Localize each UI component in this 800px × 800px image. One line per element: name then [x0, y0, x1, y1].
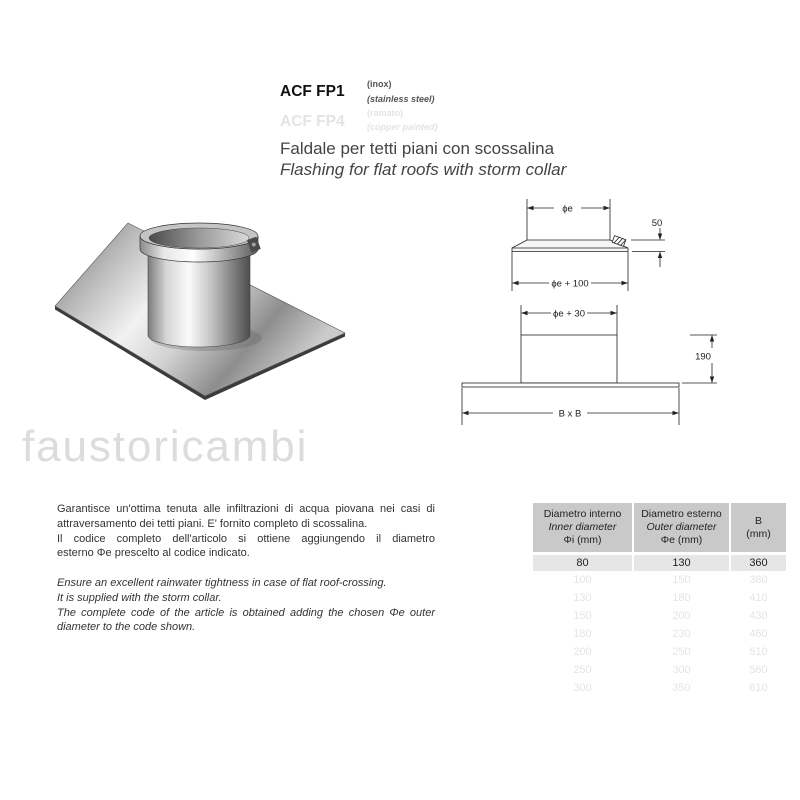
b-size-cell: 610 — [749, 682, 768, 694]
page-title-it: Faldale per tetti piani con scossalina — [280, 139, 555, 158]
inner-diameter-cell: 80 — [533, 555, 632, 571]
table-row — [533, 555, 786, 571]
b-size-cell: 380 — [749, 574, 768, 586]
table-row — [533, 571, 786, 589]
header-inner-diameter — [533, 503, 632, 552]
outer-diameter-cell: 250 — [672, 646, 691, 658]
page-title-en: Flashing for flat roofs with storm collar — [280, 160, 567, 179]
table-row — [533, 643, 786, 661]
product-code-primary: ACF FP1 — [280, 83, 345, 100]
inner-diameter-cell: 100 — [573, 574, 592, 586]
header-label-en: Inner diameter — [548, 521, 617, 533]
description-en — [57, 576, 435, 635]
description-it — [57, 502, 435, 561]
description-line: attraversamento dei tetti piani. E' fornito completo di scossalina. — [57, 517, 368, 530]
b-size-cell: 460 — [749, 628, 768, 640]
technical-drawing — [450, 195, 730, 430]
inner-diameter-cell: 130 — [573, 592, 592, 604]
material-en-secondary: (copper painted) — [367, 122, 438, 132]
watermark: faustoricambi — [22, 422, 309, 471]
material-it-secondary: (ramato) — [367, 108, 404, 118]
outer-diameter-cell: 130 — [634, 555, 729, 571]
description-line: Ensure an excellent rainwater tightness in case of flat roof-crossing. — [57, 576, 387, 589]
inner-diameter-cell: 180 — [573, 628, 592, 640]
inner-diameter-cell: 150 — [573, 610, 592, 622]
b-size-cell: 360 — [731, 555, 786, 571]
inner-diameter-cell: 250 — [573, 664, 592, 676]
inner-diameter-cell: 300 — [573, 682, 592, 694]
outer-diameter-cell: 300 — [672, 664, 691, 676]
b-size-cell: 430 — [749, 610, 768, 622]
product-image — [40, 205, 360, 405]
dim-label-outer-diameter: ϕe — [562, 203, 573, 215]
header-label-it: Diametro interno — [543, 508, 622, 520]
product-code-secondary: ACF FP4 — [280, 113, 345, 130]
header-unit: Φi (mm) — [563, 534, 602, 546]
outer-diameter-cell: 200 — [672, 610, 691, 622]
table-row — [533, 679, 786, 697]
dim-label-flashing-width: ϕe + 100 — [551, 278, 589, 290]
inner-diameter-cell: 200 — [573, 646, 592, 658]
b-size-cell: 560 — [749, 664, 768, 676]
outer-diameter-cell: 350 — [672, 682, 691, 694]
description-line: Garantisce un'ottima tenuta alle infiltrazioni di acqua piovana nei casi di — [57, 503, 435, 515]
header-b-size — [731, 503, 786, 552]
outer-diameter-cell: 180 — [672, 592, 691, 604]
table-row — [533, 625, 786, 643]
dim-label-pipe-width: ϕe + 30 — [553, 308, 585, 320]
table-row — [533, 661, 786, 679]
table-header — [533, 503, 786, 552]
material-en-primary: (stainless steel) — [367, 94, 435, 104]
header-label-it: Diametro esterno — [641, 508, 722, 520]
dim-label-pipe-height: 190 — [695, 351, 711, 363]
dim-label-base-size: B x B — [558, 408, 582, 420]
pipe-side-view — [521, 335, 617, 383]
description — [57, 502, 435, 635]
size-table — [533, 503, 786, 697]
description-line: diameter to the code shown. — [57, 621, 196, 634]
header-label-en: Outer diameter — [646, 521, 717, 533]
paragraph-gap — [57, 561, 435, 576]
material-it-primary: (inox) — [367, 79, 392, 89]
table-row — [533, 589, 786, 607]
table-row — [533, 607, 786, 625]
table-body — [533, 555, 786, 697]
header-unit: (mm) — [746, 527, 771, 540]
description-line: It is supplied with the storm collar. — [57, 591, 222, 604]
flashing-profile — [512, 240, 628, 252]
b-size-cell: 510 — [749, 646, 768, 658]
description-line: The complete code of the article is obtained adding the chosen Φe outer — [57, 606, 435, 619]
header-unit: Φe (mm) — [660, 534, 703, 546]
base-plate-side-view — [462, 383, 679, 387]
header-label: B — [754, 514, 762, 527]
outer-diameter-cell: 150 — [672, 574, 691, 586]
description-line: esterno Φe prescelto al codice indicato. — [57, 547, 250, 560]
header-outer-diameter — [634, 503, 729, 552]
pipe-opening — [149, 228, 249, 248]
dim-label-collar-height: 50 — [651, 218, 663, 229]
outer-diameter-cell: 230 — [672, 628, 691, 640]
description-line: Il codice completo dell'articolo si ottiene aggiungendo il diametro — [57, 532, 435, 545]
b-size-cell: 410 — [749, 592, 768, 604]
